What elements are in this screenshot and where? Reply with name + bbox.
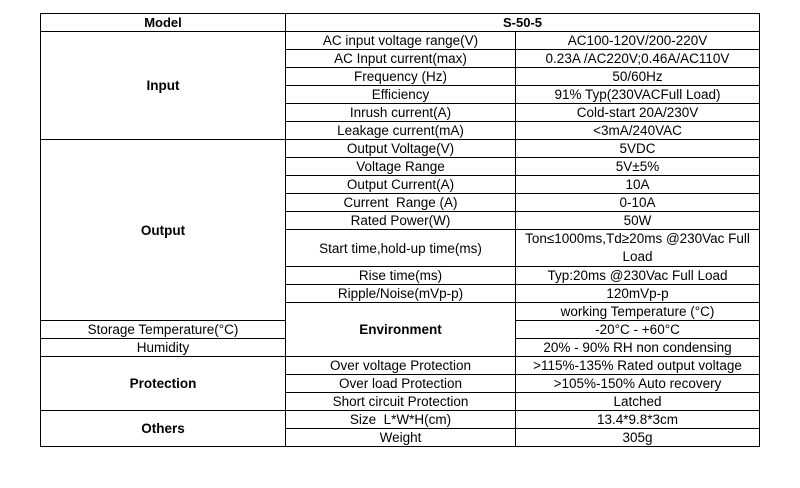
param-cell: AC Input current(max) (286, 50, 516, 68)
value-cell: 10A (516, 176, 760, 194)
value-cell: 5V±5% (516, 158, 760, 176)
table-row (41, 140, 760, 158)
group-environment: Environment (286, 303, 516, 357)
param-cell: Efficiency (286, 86, 516, 104)
value-cell: 5VDC (516, 140, 760, 158)
param-cell: Ripple/Noise(mVp-p) (286, 285, 516, 303)
param-cell: working Temperature (°C) (516, 303, 760, 321)
table-row (41, 32, 760, 50)
param-cell: Rise time(ms) (286, 267, 516, 285)
param-cell: Rated Power(W) (286, 212, 516, 230)
header-model-label: Model (41, 14, 286, 32)
table-row (41, 411, 760, 429)
value-cell: Typ:20ms @230Vac Full Load (516, 267, 760, 285)
value-cell: Ton≤1000ms,Td≥20ms @230Vac Full Load (516, 230, 760, 267)
param-cell: Leakage current(mA) (286, 122, 516, 140)
value-cell: AC100-120V/200-220V (516, 32, 760, 50)
value-cell: <3mA/240VAC (516, 122, 760, 140)
header-model-value: S-50-5 (286, 14, 760, 32)
value-cell: >105%-150% Auto recovery (516, 375, 760, 393)
param-cell: Weight (286, 429, 516, 447)
param-cell: Humidity (41, 339, 286, 357)
param-cell: Output Current(A) (286, 176, 516, 194)
param-cell: Over voltage Protection (286, 357, 516, 375)
value-cell: Latched (516, 393, 760, 411)
header-row (41, 14, 760, 32)
spec-table (40, 13, 760, 447)
param-cell: Voltage Range (286, 158, 516, 176)
value-cell: 13.4*9.8*3cm (516, 411, 760, 429)
value-cell: 0-10A (516, 194, 760, 212)
value-cell: >115%-135% Rated output voltage (516, 357, 760, 375)
value-cell: 50W (516, 212, 760, 230)
group-output: Output (41, 140, 286, 321)
value-cell: Cold-start 20A/230V (516, 104, 760, 122)
param-cell: Short circuit Protection (286, 393, 516, 411)
value-cell: 120mVp-p (516, 285, 760, 303)
table-row (41, 357, 760, 375)
value-cell: 50/60Hz (516, 68, 760, 86)
param-cell: Frequency (Hz) (286, 68, 516, 86)
value-cell: 0.23A /AC220V;0.46A/AC110V (516, 50, 760, 68)
group-input: Input (41, 32, 286, 140)
param-cell: Current Range (A) (286, 194, 516, 212)
value-cell: -20°C - +60°C (516, 321, 760, 339)
param-cell: Storage Temperature(°C) (41, 321, 286, 339)
group-others: Others (41, 411, 286, 447)
param-cell: Size L*W*H(cm) (286, 411, 516, 429)
param-cell: AC input voltage range(V) (286, 32, 516, 50)
value-cell: 91% Typ(230VACFull Load) (516, 86, 760, 104)
param-cell: Over load Protection (286, 375, 516, 393)
group-protection: Protection (41, 357, 286, 411)
value-cell: 20% - 90% RH non condensing (516, 339, 760, 357)
param-cell: Output Voltage(V) (286, 140, 516, 158)
value-cell: 305g (516, 429, 760, 447)
param-cell: Start time,hold-up time(ms) (286, 230, 516, 267)
param-cell: Inrush current(A) (286, 104, 516, 122)
